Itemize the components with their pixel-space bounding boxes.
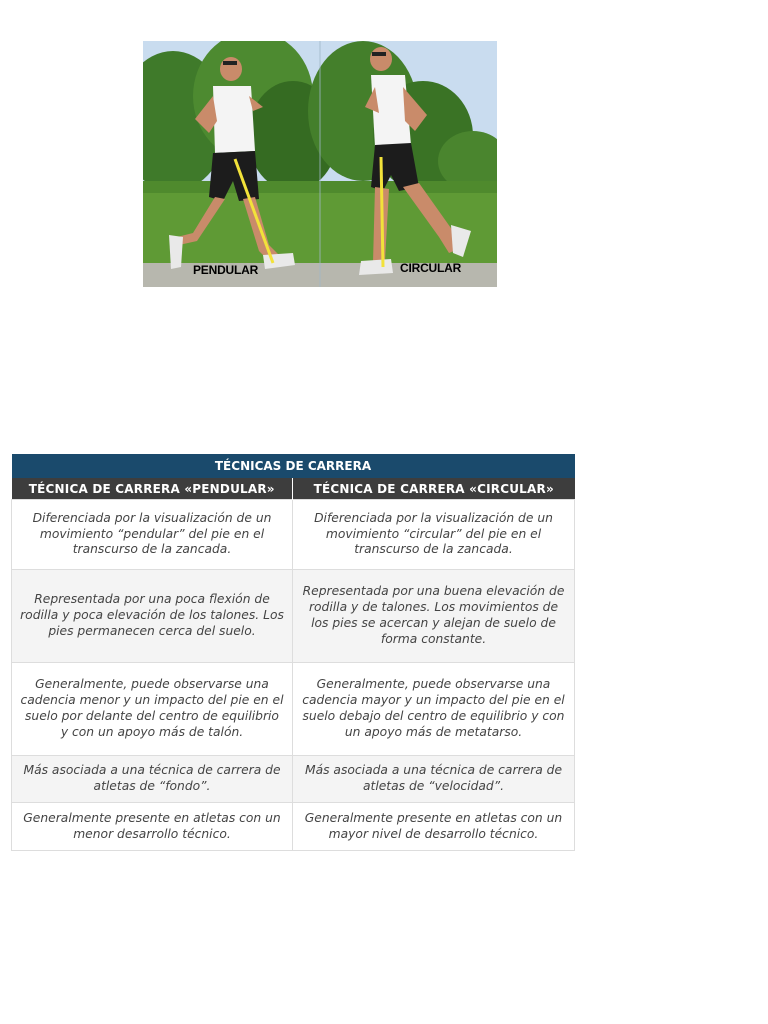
column-header-pendular: TÉCNICA DE CARRERA «PENDULAR»	[12, 478, 293, 500]
table-row	[12, 500, 575, 570]
table-title: TÉCNICAS DE CARRERA	[12, 454, 575, 478]
table-cell: Generalmente presente en atletas con un mayor nivel de desarrollo técnico.	[293, 803, 575, 851]
running-technique-photo	[143, 41, 497, 287]
table-cell: Más asociada a una técnica de carrera de atletas de “velocidad”.	[293, 756, 575, 803]
table-cell: Representada por una poca flexión de rodilla y poca elevación de los talones. Los pies permanecen cerca del suelo.	[12, 570, 293, 663]
runners-illustration	[143, 41, 497, 287]
table-row	[12, 756, 575, 803]
running-techniques-table	[11, 454, 574, 851]
table-row	[12, 803, 575, 851]
pendular-label: PENDULAR	[193, 263, 259, 277]
circular-label: CIRCULAR	[400, 261, 462, 275]
table-cell: Generalmente, puede observarse una cadencia menor y un impacto del pie en el suelo por delante del centro de equilibrio y con un apoyo más de talón.	[12, 663, 293, 756]
table-row	[12, 663, 575, 756]
table-row	[12, 570, 575, 663]
column-header-circular: TÉCNICA DE CARRERA «CIRCULAR»	[293, 478, 575, 500]
table-cell: Más asociada a una técnica de carrera de atletas de “fondo”.	[12, 756, 293, 803]
table-cell: Diferenciada por la visualización de un movimiento “circular” del pie en el transcurso de la zancada.	[293, 500, 575, 570]
table-cell: Generalmente presente en atletas con un menor desarrollo técnico.	[12, 803, 293, 851]
table-cell: Diferenciada por la visualización de un movimiento “pendular” del pie en el transcurso de la zancada.	[12, 500, 293, 570]
table-cell: Representada por una buena elevación de rodilla y de talones. Los movimientos de los pies se acercan y alejan de suelo de forma constante.	[293, 570, 575, 663]
table-cell: Generalmente, puede observarse una cadencia mayor y un impacto del pie en el suelo debajo del centro de equilibrio y con un apoyo más de metatarso.	[293, 663, 575, 756]
